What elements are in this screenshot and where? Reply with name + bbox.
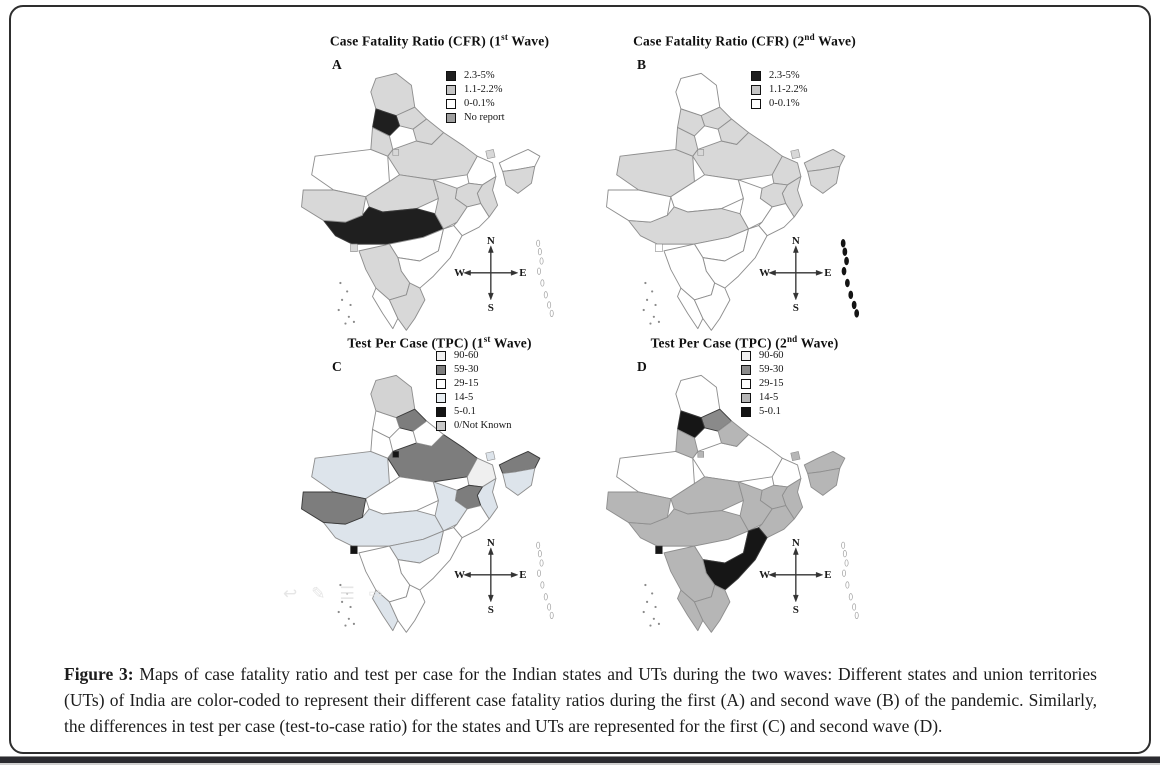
state-gujarat: [607, 190, 671, 222]
andaman-nicobar-islands: [537, 268, 540, 274]
panel-title-text: Case Fatality Ratio (CFR) (2: [633, 33, 805, 49]
panel-title-suffix: Wave): [490, 335, 532, 351]
legend-item: [741, 350, 784, 361]
legend-label: 29-15: [759, 378, 784, 389]
andaman-nicobar-islands: [853, 604, 856, 610]
legend-label: 14-5: [454, 392, 474, 403]
compass-east-label: E: [824, 569, 832, 582]
legend-item: [446, 70, 505, 81]
state-gujarat: [607, 492, 671, 524]
lakshadweep-islands: [353, 623, 355, 625]
andaman-nicobar-islands: [541, 280, 544, 286]
legend-label: 2.3-5%: [769, 70, 800, 81]
panel-title-suffix: Wave): [797, 335, 839, 351]
andaman-nicobar-islands: [846, 582, 849, 588]
legend-label: 5-0.1: [454, 406, 476, 417]
lakshadweep-islands: [653, 618, 655, 620]
andaman-nicobar-islands: [841, 239, 845, 247]
lakshadweep-islands: [353, 321, 355, 323]
andaman-nicobar-islands: [548, 604, 551, 610]
andaman-nicobar-islands: [544, 594, 547, 600]
legend-item: [741, 392, 784, 403]
legend-swatch: [741, 393, 751, 403]
legend-swatch: [436, 421, 446, 431]
legend-swatch: [741, 365, 751, 375]
andaman-nicobar-islands: [537, 570, 540, 576]
legend-swatch: [741, 379, 751, 389]
legend-label: 59-30: [759, 364, 784, 375]
legend-label: 90-60: [454, 350, 479, 361]
legend-label: 14-5: [759, 392, 779, 403]
lakshadweep-islands: [643, 611, 645, 613]
legend-swatch: [446, 113, 456, 123]
state-goa: [656, 244, 663, 252]
state-northeast-states: [503, 468, 535, 495]
andaman-nicobar-islands: [544, 292, 547, 298]
legend-item: [751, 70, 808, 81]
legend-label: 2.3-5%: [464, 70, 495, 81]
page-bottom-bar: [0, 756, 1160, 765]
andaman-nicobar-islands: [842, 542, 845, 548]
panel-title: [292, 32, 587, 50]
legend-item: [436, 392, 511, 403]
state-northeast-states: [808, 166, 840, 193]
panel-title-sup: nd: [804, 32, 815, 42]
lakshadweep-islands: [646, 299, 648, 301]
andaman-nicobar-islands: [540, 258, 543, 264]
compass-west-label: W: [759, 569, 771, 582]
compass-north-label: N: [486, 537, 495, 550]
legend-swatch: [751, 99, 761, 109]
panel-title-text: Test Per Case (TPC) (1: [347, 335, 484, 351]
legend-swatch: [436, 379, 446, 389]
andaman-nicobar-islands: [550, 310, 553, 316]
panel-letter: D: [637, 359, 647, 374]
andaman-nicobar-islands: [849, 291, 853, 299]
state-delhi: [393, 149, 399, 155]
legend-label: 59-30: [454, 364, 479, 375]
compass-east-label: E: [519, 267, 527, 280]
compass-north-label: N: [791, 537, 800, 550]
legend-swatch: [436, 365, 446, 375]
panel-letter: B: [637, 57, 647, 72]
andaman-nicobar-islands: [538, 248, 541, 254]
legend-label: No report: [464, 112, 505, 123]
panel-title-text: Test Per Case (TPC) (2: [650, 335, 787, 351]
andaman-nicobar-islands: [842, 570, 845, 576]
legend-swatch: [446, 71, 456, 81]
state-sikkim: [486, 149, 495, 158]
legend-item: [741, 378, 784, 389]
menu-lines-icon: ☰: [339, 584, 355, 604]
compass-rose: [769, 246, 823, 300]
compass-south-label: S: [792, 301, 799, 314]
panel-title-text: Case Fatality Ratio (CFR) (1: [329, 33, 502, 49]
compass-rose: [464, 548, 518, 602]
legend-item: [436, 420, 511, 431]
andaman-nicobar-islands: [548, 302, 551, 308]
watermark-toolbar: [283, 584, 383, 604]
andaman-nicobar-islands: [845, 257, 849, 265]
state-delhi: [698, 149, 704, 155]
compass-west-label: W: [454, 267, 466, 280]
legend-swatch: [741, 351, 751, 361]
state-sikkim: [791, 451, 800, 460]
lakshadweep-islands: [338, 611, 340, 613]
andaman-nicobar-islands: [541, 582, 544, 588]
lakshadweep-islands: [339, 282, 341, 284]
legend-swatch: [751, 71, 761, 81]
andaman-nicobar-islands: [855, 612, 858, 618]
panel-title: [597, 32, 892, 50]
state-goa: [351, 244, 358, 252]
state-northeast-states: [808, 468, 840, 495]
legend-item: [751, 98, 808, 109]
lakshadweep-islands: [658, 321, 660, 323]
legend-item: [446, 112, 505, 123]
legend-item: [446, 84, 505, 95]
legend-swatch: [436, 351, 446, 361]
compass-rose: [769, 548, 823, 602]
andaman-nicobar-islands: [537, 240, 540, 246]
legend-label: 1.1-2.2%: [464, 84, 503, 95]
legend-item: [436, 406, 511, 417]
lakshadweep-islands: [644, 584, 646, 586]
legend-label: 29-15: [454, 378, 479, 389]
andaman-nicobar-islands: [852, 301, 856, 309]
panel-title: [597, 334, 892, 352]
map-legend: [751, 70, 808, 112]
andaman-nicobar-islands: [845, 560, 848, 566]
forward-arrow-icon: ⇨: [368, 584, 383, 604]
andaman-nicobar-islands: [540, 560, 543, 566]
legend-swatch: [436, 407, 446, 417]
lakshadweep-islands: [649, 322, 651, 324]
lakshadweep-islands: [653, 316, 655, 318]
state-gujarat: [302, 190, 366, 222]
lakshadweep-islands: [349, 606, 351, 608]
compass-south-label: S: [792, 603, 799, 616]
state-gujarat: [302, 492, 366, 524]
compass-north-label: N: [791, 235, 800, 248]
legend-item: [741, 406, 784, 417]
lakshadweep-islands: [644, 282, 646, 284]
legend-item: [436, 350, 511, 361]
lakshadweep-islands: [654, 606, 656, 608]
panel-title-sup: st: [483, 334, 491, 344]
lakshadweep-islands: [651, 592, 653, 594]
state-delhi: [698, 451, 704, 457]
lakshadweep-islands: [346, 290, 348, 292]
legend-label: 0-0.1%: [464, 98, 495, 109]
state-goa: [656, 546, 663, 554]
caption-text: Maps of case fatality ratio and test per case for the Indian states and UTs during the two waves: Different states and union territories (UTs) of India are color-coded to represent their different case fatality ratios during the first (A) and second wave (B) of the pandemic. Similarly, the differences in test per case (test-to-case ratio) for the states and UTs are represented for the first (C) and second wave (D).: [64, 663, 1097, 736]
map-panel-b: [597, 30, 892, 332]
lakshadweep-islands: [651, 290, 653, 292]
compass-north-label: N: [486, 235, 495, 248]
legend-label: 1.1-2.2%: [769, 84, 808, 95]
andaman-nicobar-islands: [537, 542, 540, 548]
legend-item: [741, 364, 784, 375]
undo-arrow-icon: ↩: [283, 584, 298, 604]
lakshadweep-islands: [349, 304, 351, 306]
andaman-nicobar-islands: [843, 550, 846, 556]
legend-swatch: [446, 99, 456, 109]
caption-label: Figure 3:: [64, 663, 134, 684]
panel-letter: A: [332, 57, 342, 72]
map-legend: [446, 70, 505, 126]
legend-label: 5-0.1: [759, 406, 781, 417]
legend-label: 90-60: [759, 350, 784, 361]
compass-west-label: W: [759, 267, 771, 280]
lakshadweep-islands: [348, 618, 350, 620]
panel-title: [292, 334, 587, 352]
pencil-icon: ✎: [311, 584, 326, 604]
legend-item: [436, 364, 511, 375]
state-northeast-states: [503, 166, 535, 193]
legend-swatch: [741, 407, 751, 417]
compass-east-label: E: [824, 267, 832, 280]
andaman-nicobar-islands: [849, 594, 852, 600]
legend-item: [436, 378, 511, 389]
panel-title-sup: st: [501, 32, 509, 42]
compass-east-label: E: [519, 569, 527, 582]
state-sikkim: [486, 451, 495, 460]
lakshadweep-islands: [344, 624, 346, 626]
map-panel-d: [597, 332, 892, 634]
legend-item: [751, 84, 808, 95]
andaman-nicobar-islands: [845, 279, 849, 287]
lakshadweep-islands: [654, 304, 656, 306]
map-legend: [436, 350, 511, 434]
state-sikkim: [791, 149, 800, 158]
lakshadweep-islands: [344, 322, 346, 324]
lakshadweep-islands: [338, 309, 340, 311]
andaman-nicobar-islands: [842, 267, 846, 275]
lakshadweep-islands: [658, 623, 660, 625]
panel-letter: C: [332, 359, 342, 374]
andaman-nicobar-islands: [538, 550, 541, 556]
lakshadweep-islands: [649, 624, 651, 626]
lakshadweep-islands: [341, 299, 343, 301]
state-goa: [351, 546, 358, 554]
compass-rose: [464, 246, 518, 300]
panel-title-suffix: Wave): [508, 33, 550, 49]
lakshadweep-islands: [348, 316, 350, 318]
legend-item: [446, 98, 505, 109]
legend-swatch: [751, 85, 761, 95]
legend-label: 0/Not Known: [454, 420, 512, 431]
andaman-nicobar-islands: [843, 248, 847, 256]
compass-south-label: S: [487, 603, 494, 616]
compass-west-label: W: [454, 569, 466, 582]
compass-south-label: S: [487, 301, 494, 314]
lakshadweep-islands: [643, 309, 645, 311]
panel-title-suffix: Wave): [814, 33, 856, 49]
legend-label: 0-0.1%: [769, 98, 800, 109]
legend-swatch: [436, 393, 446, 403]
map-legend: [741, 350, 784, 420]
andaman-nicobar-islands: [855, 310, 859, 318]
andaman-nicobar-islands: [550, 612, 553, 618]
lakshadweep-islands: [646, 601, 648, 603]
figure-caption: [64, 661, 1097, 740]
state-delhi: [393, 451, 399, 457]
panel-title-sup: nd: [786, 334, 798, 344]
legend-swatch: [446, 85, 456, 95]
map-panel-a: [292, 30, 587, 332]
